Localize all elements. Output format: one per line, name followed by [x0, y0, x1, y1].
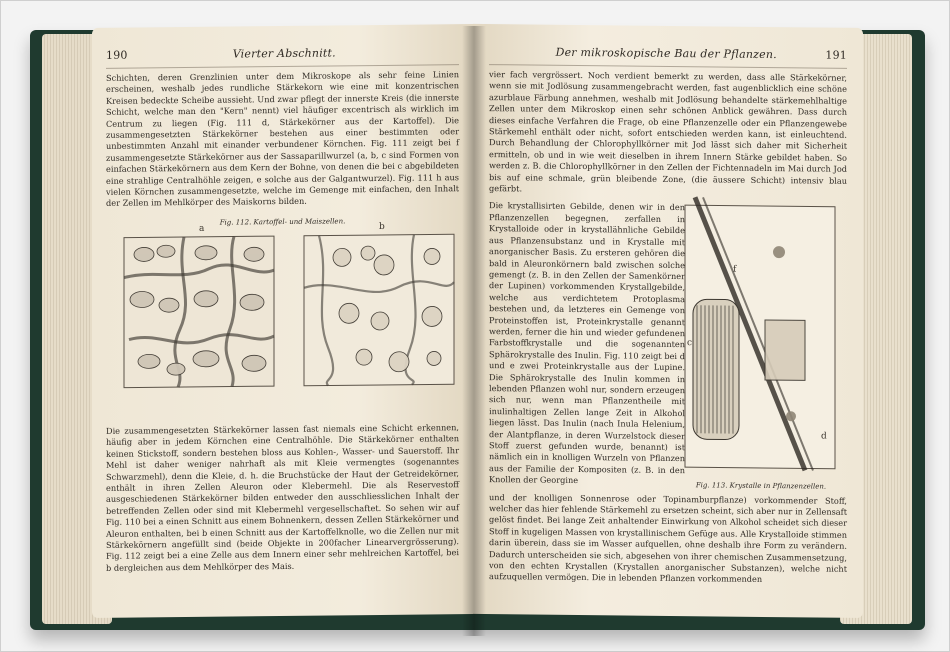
- figure-112-label-a: a: [199, 223, 205, 234]
- right-text-end: [489, 492, 847, 587]
- right-text-and-figure: [489, 69, 847, 587]
- right-paragraph-2: Die krystallisirten Gebilde, denen wir in den Pflanzenzellen begegnen, zerfallen in Krystalloide oder in krystallähnliche Gebilde aus Pflanzensubstanz und in Krystalle mit anorganischer Basis. Zu ersteren gehören die bald in Aleuronkörnern bald zwischen solche gemengt (z. B. in den Zellen der Samenkörner der Lupinen) vorkommenden Krystallgebilde, welche aus verdichtetem Protoplasma bestehen und, da letzteres ein Gemenge von Proteinstoffen ist, Proteinkrystalle genannt werden, ferner die hin und wieder gefundenen Farbstoffkrystalle und die sogenannten Sphärokrystalle des Inulin. Fig. 110 zeigt bei d und e zwei Proteinkrystalle aus der Lupine. Die Sphärokrystalle des Inulin kommen in lebenden Pflanzen wohl nur, sondern erzeugen sich nur, wenn man Pflanzentheile mit inulinhaltigen Zellen lange Zeit in Alkohol liegen lässt. Das Inulin (nach Inula Helenium, der Alantpflanze, in deren Wurzelstock dieser Stoff zuerst gefunden wurde, benannt) ist nämlich ein in knolligen Wurzeln von Pflanzen aus der Familie der Kompositen (z. B. in den Knollen der Georgine: [489, 200, 685, 486]
- left-page-header: [106, 42, 459, 64]
- left-text-block-1: [106, 69, 459, 210]
- right-header-rule: [489, 64, 847, 69]
- figure-112-label-b: b: [379, 221, 385, 232]
- figure-113-caption: Fig. 113. Krystalle in Pflanzenzellen.: [695, 481, 827, 491]
- figure-112: [106, 216, 459, 420]
- figure-113-illustration: [673, 179, 849, 481]
- figure-112-caption: Fig. 112. Kartoffel- und Maiszellen.: [219, 217, 346, 227]
- figure-113-label-f: f: [733, 264, 737, 275]
- left-paragraph-1: Schichten, deren Grenzlinien unter dem Mikroskope als sehr feine Linien erscheinen, weshalb jedes rundliche Stärkekorn wie eine mit konzentrischen Kreisen bedeckte Scheibe aussieht. Und zwar pflegt der innerste Kreis (die innerste Schicht, welche man den "Kern" nennt) viel häufiger excentrisch als wirklich im Centrum zu liegen (Fig. 111 d, Stärkekörner aus der Kartoffel). Die zusammengesetzten Stärkekörner bestehen aus einer bestimmten oder unbestimmten Anzahl mit einander verbundener Körnchen. Fig. 111 zeigt bei f zusammengesetzte Stärkekörner aus der Sassaparillwurzel (a, b, c sind Formen von einfachen Stärkekörnern aus dem Kern der Bohne, von denen die bei c abgebildeten eine strahlige Centralhöhle zeigen, e solche aus der Galgantwurzel). Fig. 111 h aus vielen Körnchen zusammengesetzte, welche im Gemenge mit einfachen, den Inhalt der Zellen im Mehlkörper des Maiskorns bilden.: [106, 69, 459, 209]
- figure-113: [673, 179, 849, 497]
- left-paragraph-2: Die zusammengesetzten Stärkekörner lassen fast niemals eine Schicht erkennen, häufig aber in jedem Körnchen eine Centralhöhle. Die Stärkekörner enthalten keinen Stickstoff, sondern bestehen bloss aus Kohlen-, Wasser- und Sauerstoff. Ihr Mehl ist daher weniger nahrhaft als mit Kleie vermengtes (sogenanntes Schwarzmehl), denn die Kleie, d. h. die Bruchstücke der Haut der Getreidekörner, enthält in ihren Zellen Aleuron oder Klebermehl. Die als Reservestoff ausgeschiedenen Stärkekörner bilden entweder den ausschliesslichen Inhalt der betreffenden Zellen oder sind mit Klebermehl vergesellschaftet. So sehen wir auf Fig. 110 bei a einen Schnitt aus einem Bohnenkern, dessen Zellen Stärkekörner und Aleuron enthalten, bei b einen Schnitt aus der Kartoffelknolle, wo die Zellen nur mit Stärkekörnern angefüllt sind (beide Objekte in 200facher Linearvergrösserung). Fig. 112 zeigt bei a eine Zelle aus dem Innern einer sehr mehlreichen Kartoffel, bei b dergleichen aus dem Mehlkörper des Mais.: [106, 422, 459, 573]
- right-page-header: [489, 42, 847, 64]
- right-page: [473, 24, 863, 618]
- figure-113-label-d: d: [821, 431, 827, 442]
- left-running-title: Vierter Abschnitt.: [232, 45, 336, 61]
- right-paragraph-3: und der knolligen Sonnenrose oder Topinamburpflanze) vorkommender Stoff, welcher das hier fehlende Stärkemehl zu ersetzen scheint, sich aber nur in Zellensaft gelöst findet. Bei lange Zeit anhaltender Einwirkung von Alkohol scheidet sich dieser Stoff in kugeligen Massen von krystallinischem Gefüge aus. Alle Krystalloide stimmen darin überein, dass sie im Wasser aufquellen, ohne deshalb ihre Form zu verändern. Dadurch unterscheiden sie sich, abgesehen von ihrer chemischen Zusammensetzung, von den echten Krystallen (Krystallen anorganischer Substanzen), welche nicht aufzuquellen vermögen. Die in lebenden Pflanzen vorkommenden: [489, 491, 847, 585]
- figure-112-cell-b: [304, 234, 454, 386]
- left-text-block-2: [106, 422, 459, 574]
- figure-112-cell-a: [124, 236, 274, 388]
- right-page-number: 191: [825, 48, 847, 62]
- right-text-full: [489, 69, 847, 198]
- right-text-narrow: [489, 201, 685, 488]
- left-page: [92, 24, 473, 618]
- figure-112-illustration: [114, 216, 464, 410]
- figure-113-label-c: c: [687, 338, 693, 349]
- left-page-number: 190: [106, 48, 128, 62]
- right-running-title: Der mikroskopische Bau der Pflanzen.: [555, 45, 777, 61]
- left-header-rule: [106, 64, 459, 69]
- book-gutter-shadow: [462, 26, 486, 636]
- right-paragraph-1: vier fach vergrössert. Noch verdient bemerkt zu werden, dass alle Stärkekörner, wenn sie mit Jodlösung zusammengebracht werden, fast augenblicklich eine schöne azurblaue Färbung annehmen, weshalb mit Jodlösung behandelte stärkemehlhaltige Zellen unter dem Mikroskop einen sehr schönen Anblick gewähren. Dass durch dieses einfache Verfahren die Frage, ob eine Pflanzenzelle oder ein Pflanzengewebe Stärkemehl enthält oder nicht, sofort entschieden werden kann, ist einleuchtend. Durch Behandlung der Chlorophyllkörner mit Jod lässt sich daher mit Sicherheit ermitteln, ob und in wie weit dieselben in ihrem Innern Stärke gebildet haben. So werden z. B. die Chlorophyllkörner in den Zellen der Fichtennadeln im Mai durch Jod bis auf eine schmale, grün bleibende Zone, (die äussere Schicht) intensiv blau gefärbt.: [489, 69, 847, 194]
- figure-113-ribbed-cell: [693, 299, 739, 439]
